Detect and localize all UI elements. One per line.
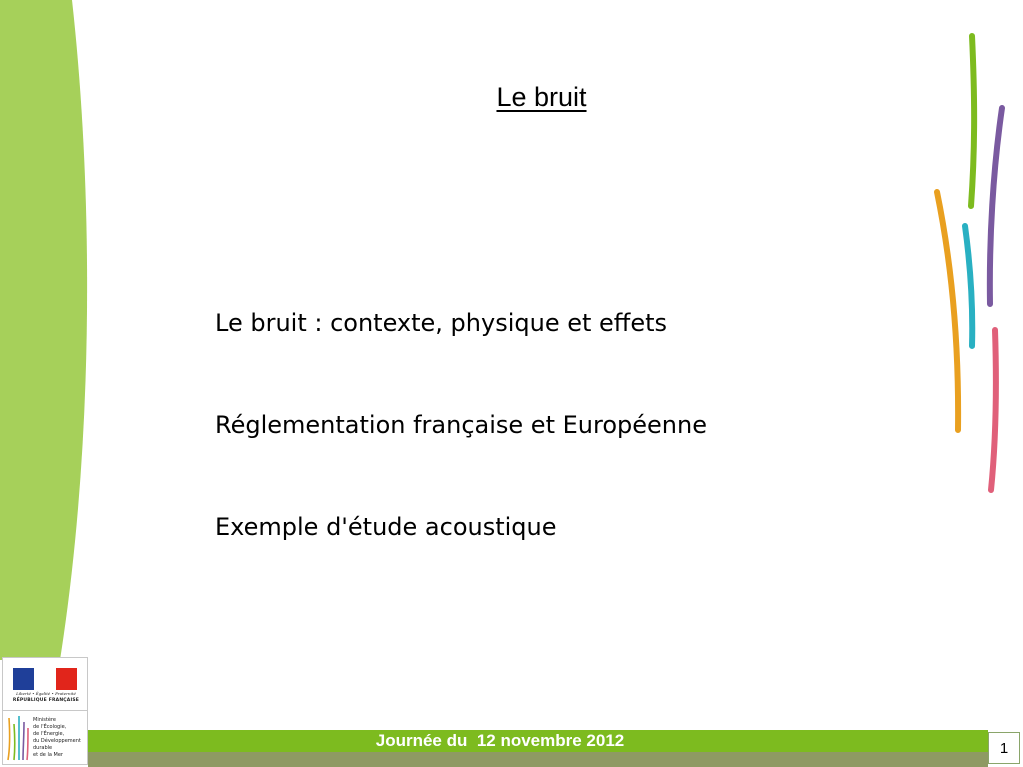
ministry-line: et de la Mer <box>33 752 63 758</box>
ministry-line: de l'Énergie, <box>33 731 65 737</box>
agenda-item: Réglementation française et Européenne <box>215 411 707 439</box>
agenda-list <box>215 305 707 611</box>
ministry-line: Ministère <box>33 717 56 723</box>
left-green-band <box>0 0 90 767</box>
footer-event-text: Journée du 12 novembre 2012 <box>375 731 625 750</box>
ministry-line: du Développement <box>33 738 81 744</box>
ministry-name <box>33 717 88 759</box>
french-flag-icon <box>13 668 77 690</box>
logo-divider <box>3 710 87 711</box>
footer-strip <box>88 752 988 767</box>
page-number: 1 <box>988 732 1020 764</box>
ministry-logo <box>2 657 88 765</box>
slide-title: Le bruit <box>496 82 587 112</box>
agenda-item: Exemple d'étude acoustique <box>215 513 557 541</box>
decorative-strokes <box>923 30 1023 500</box>
ministry-stripes-icon <box>5 714 31 762</box>
agenda-item: Le bruit : contexte, physique et effets <box>215 309 668 337</box>
ministry-line: durable <box>33 745 53 751</box>
republic-motto: Liberté • Égalité • Fraternité <box>16 691 76 696</box>
republique-francaise-label: RÉPUBLIQUE FRANÇAISE <box>12 698 80 703</box>
ministry-line: de l'Écologie, <box>33 724 67 730</box>
